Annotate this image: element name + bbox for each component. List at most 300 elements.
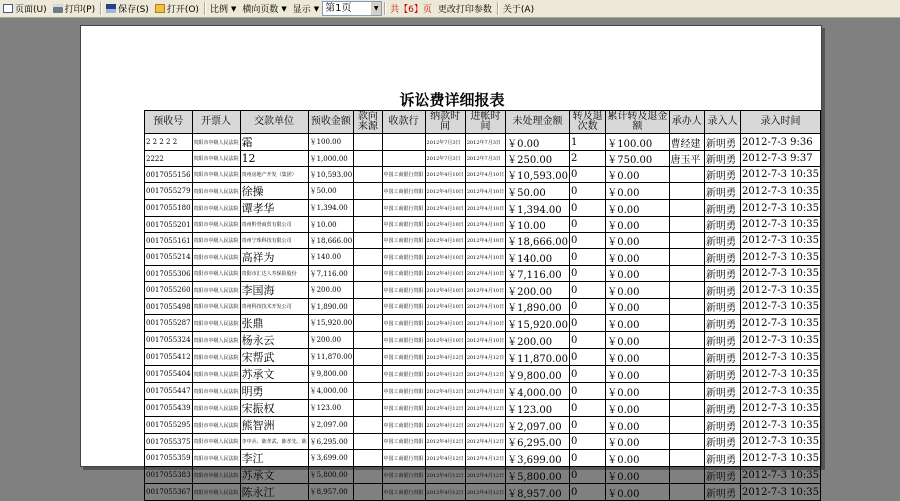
table-cell: 苏承文 bbox=[240, 366, 308, 383]
table-cell bbox=[669, 366, 704, 383]
table-cell: ￥0.00 bbox=[606, 484, 669, 501]
table-cell: ￥0.00 bbox=[606, 217, 669, 233]
table-cell: 中国工商银行贵阳 bbox=[382, 167, 425, 183]
table-cell: 2012年4月10日 bbox=[465, 332, 505, 349]
table-cell bbox=[669, 266, 704, 282]
print-preview-page bbox=[80, 25, 822, 500]
table-cell bbox=[669, 217, 704, 233]
toolbar-separator bbox=[384, 2, 385, 15]
table-cell: 2012-7-3 10:35 bbox=[741, 484, 821, 501]
table-cell: 贵阳市中级人民法院 bbox=[192, 151, 240, 167]
ratio-dropdown[interactable] bbox=[207, 1, 239, 17]
table-cell: 2012年7月3日 bbox=[465, 134, 505, 151]
report-title: 诉讼费详细报表 bbox=[399, 91, 505, 109]
table-cell bbox=[354, 417, 382, 434]
table-cell bbox=[354, 366, 382, 383]
table-cell: 0 bbox=[570, 282, 606, 299]
table-cell: ￥2,097.00 bbox=[506, 417, 570, 434]
table-row bbox=[145, 434, 821, 450]
table-cell: ￥123.00 bbox=[308, 400, 354, 417]
column-header: 承办人 bbox=[669, 111, 704, 134]
table-cell: 2012年4月10日 bbox=[425, 217, 465, 233]
table-cell bbox=[354, 315, 382, 332]
table-cell: ￥15,920.00 bbox=[506, 315, 570, 332]
table-cell: 新明勇 bbox=[704, 183, 740, 200]
table-row bbox=[145, 134, 821, 151]
horizontal-pages-label: 横向页数 bbox=[242, 5, 279, 15]
table-cell: 贵阳市中级人民法院 bbox=[192, 249, 240, 266]
table-cell bbox=[354, 151, 382, 167]
table-cell: 中国工商银行贵阳 bbox=[382, 282, 425, 299]
table-cell: 2012年7月3日 bbox=[425, 151, 465, 167]
table-row bbox=[145, 249, 821, 266]
table-cell: ￥6,295.00 bbox=[308, 434, 354, 450]
table-cell: ￥0.00 bbox=[606, 167, 669, 183]
table-cell: 2012年4月12日 bbox=[425, 484, 465, 501]
table-cell: ￥750.00 bbox=[606, 151, 669, 167]
table-cell: 2012年4月12日 bbox=[465, 467, 505, 484]
table-cell: 1 bbox=[570, 134, 606, 151]
table-cell: 贵州科技技术开发公司 bbox=[240, 299, 308, 315]
table-cell: 0017055214 bbox=[145, 249, 193, 266]
table-cell: ￥5,800.00 bbox=[308, 467, 354, 484]
table-cell: 贵阳市中级人民法院 bbox=[192, 315, 240, 332]
table-cell: 中国工商银行贵阳 bbox=[382, 349, 425, 366]
table-cell bbox=[669, 383, 704, 400]
table-cell: 谭孝华 bbox=[240, 200, 308, 217]
table-cell: 2012年4月10日 bbox=[425, 200, 465, 217]
table-cell: ￥1,394.00 bbox=[506, 200, 570, 217]
table-cell: 贵阳市中级人民法院 bbox=[192, 233, 240, 249]
table-cell: ￥50.00 bbox=[506, 183, 570, 200]
table-cell bbox=[354, 167, 382, 183]
table-cell: ￥0.00 bbox=[606, 249, 669, 266]
table-cell: 2 2 2 2 2 bbox=[145, 134, 193, 151]
about-label: 关于(A) bbox=[502, 5, 535, 15]
table-cell: ￥0.00 bbox=[606, 417, 669, 434]
table-cell: ￥100.00 bbox=[606, 134, 669, 151]
about-button[interactable] bbox=[500, 1, 537, 17]
toolbar-separator bbox=[497, 2, 498, 15]
table-cell: ￥1,000.00 bbox=[308, 151, 354, 167]
table-cell: 贵阳市中级人民法院 bbox=[192, 484, 240, 501]
table-cell: 2012年4月12日 bbox=[425, 417, 465, 434]
table-cell: 0017055201 bbox=[145, 217, 193, 233]
table-cell bbox=[354, 349, 382, 366]
table-row bbox=[145, 200, 821, 217]
column-header: 录入时间 bbox=[741, 111, 821, 134]
table-cell: 12 bbox=[240, 151, 308, 167]
table-cell: 贵阳市中级人民法院 bbox=[192, 349, 240, 366]
table-row bbox=[145, 484, 821, 501]
table-cell: 新明勇 bbox=[704, 434, 740, 450]
table-cell bbox=[354, 134, 382, 151]
table-cell: 0 bbox=[570, 167, 606, 183]
table-cell: 新明勇 bbox=[704, 217, 740, 233]
table-cell: ￥2,097.00 bbox=[308, 417, 354, 434]
table-cell: ￥3,699.00 bbox=[308, 450, 354, 467]
table-cell: 贵阳市中级人民法院 bbox=[192, 383, 240, 400]
table-cell: 贵阳市中级人民法院 bbox=[192, 217, 240, 233]
table-cell: 0017055306 bbox=[145, 266, 193, 282]
table-cell bbox=[354, 467, 382, 484]
change-print-params-button[interactable] bbox=[435, 1, 495, 17]
table-cell bbox=[354, 400, 382, 417]
table-cell: 2012-7-3 10:35 bbox=[741, 383, 821, 400]
table-cell: 新明勇 bbox=[704, 249, 740, 266]
table-cell: 贵阳市中级人民法院 bbox=[192, 366, 240, 383]
print-label: 打印(P) bbox=[64, 5, 96, 15]
open-button[interactable] bbox=[152, 1, 202, 17]
table-cell: 新明勇 bbox=[704, 266, 740, 282]
table-row bbox=[145, 151, 821, 167]
table-cell bbox=[669, 467, 704, 484]
table-cell: 苏承文 bbox=[240, 467, 308, 484]
table-cell: 0017055367 bbox=[145, 484, 193, 501]
table-cell: 2012年4月12日 bbox=[465, 400, 505, 417]
table-cell: 新明勇 bbox=[704, 299, 740, 315]
table-cell: 2012-7-3 10:35 bbox=[741, 450, 821, 467]
table-cell: 中国工商银行贵阳 bbox=[382, 233, 425, 249]
table-row bbox=[145, 383, 821, 400]
table-cell: ￥0.00 bbox=[506, 134, 570, 151]
table-cell: 2012-7-3 10:35 bbox=[741, 417, 821, 434]
table-cell: 中国工商银行贵阳 bbox=[382, 484, 425, 501]
table-cell: 中国工商银行贵阳 bbox=[382, 217, 425, 233]
table-cell: 0 bbox=[570, 200, 606, 217]
table-cell: 新明勇 bbox=[704, 315, 740, 332]
table-cell: 2012-7-3 10:35 bbox=[741, 183, 821, 200]
table-cell bbox=[354, 299, 382, 315]
table-cell bbox=[354, 383, 382, 400]
open-label: 打开(O) bbox=[166, 5, 199, 15]
table-cell: 贵阳市中级人民法院 bbox=[192, 400, 240, 417]
table-cell: 0 bbox=[570, 366, 606, 383]
table-cell: 0017055412 bbox=[145, 349, 193, 366]
table-cell: 0 bbox=[570, 400, 606, 417]
table-cell: ￥5,800.00 bbox=[506, 467, 570, 484]
printer-icon bbox=[53, 4, 63, 13]
table-cell: 2012年4月12日 bbox=[425, 349, 465, 366]
table-cell: 宋振权 bbox=[240, 400, 308, 417]
floppy-icon bbox=[106, 4, 116, 13]
table-cell: 新明勇 bbox=[704, 450, 740, 467]
table-cell: 2012年4月10日 bbox=[465, 233, 505, 249]
table-cell: ￥0.00 bbox=[606, 349, 669, 366]
table-cell: 2012-7-3 10:35 bbox=[741, 233, 821, 249]
table-cell: 2012年4月12日 bbox=[425, 434, 465, 450]
table-cell: 2012年4月10日 bbox=[465, 183, 505, 200]
page-select[interactable] bbox=[322, 1, 382, 16]
table-cell bbox=[669, 400, 704, 417]
print-button[interactable] bbox=[50, 1, 98, 17]
table-row bbox=[145, 349, 821, 366]
table-cell: 2012年4月12日 bbox=[465, 417, 505, 434]
table-cell: 2012年4月10日 bbox=[465, 266, 505, 282]
toolbar-separator bbox=[204, 2, 205, 15]
table-cell bbox=[669, 349, 704, 366]
ratio-label: 比例 bbox=[209, 5, 228, 15]
table-cell: 中国工商银行贵阳 bbox=[382, 315, 425, 332]
change-print-params-label: 更改打印参数 bbox=[437, 5, 492, 15]
table-cell: ￥7,116.00 bbox=[308, 266, 354, 282]
table-row bbox=[145, 467, 821, 484]
column-header: 录入人 bbox=[704, 111, 740, 134]
table-cell: 中国工商银行贵阳 bbox=[382, 434, 425, 450]
table-cell: 2012年4月12日 bbox=[425, 467, 465, 484]
table-cell: 中国工商银行贵阳 bbox=[382, 467, 425, 484]
page-menu-label: 页面(U) bbox=[15, 5, 47, 15]
table-cell: 新明勇 bbox=[704, 383, 740, 400]
table-cell: ￥200.00 bbox=[308, 332, 354, 349]
table-cell: 0017055287 bbox=[145, 315, 193, 332]
table-cell: 中国工商银行贵阳 bbox=[382, 400, 425, 417]
table-cell bbox=[354, 200, 382, 217]
table-cell: 中国工商银行贵阳 bbox=[382, 366, 425, 383]
table-cell: 0 bbox=[570, 233, 606, 249]
table-cell: 新明勇 bbox=[704, 233, 740, 249]
table-cell bbox=[382, 151, 425, 167]
table-cell: ￥200.00 bbox=[506, 282, 570, 299]
table-cell: ￥1,394.00 bbox=[308, 200, 354, 217]
table-cell: 0 bbox=[570, 383, 606, 400]
display-dropdown[interactable] bbox=[290, 1, 322, 17]
table-cell bbox=[354, 332, 382, 349]
table-cell: 熊智洲 bbox=[240, 417, 308, 434]
chevron-down-icon: ▼ bbox=[281, 4, 287, 13]
table-cell: 2012年4月10日 bbox=[425, 332, 465, 349]
table-cell: 2012年4月10日 bbox=[465, 315, 505, 332]
table-cell bbox=[669, 183, 704, 200]
table-cell: ￥1,890.00 bbox=[308, 299, 354, 315]
table-cell: 中国工商银行贵阳 bbox=[382, 332, 425, 349]
column-header: 开票人 bbox=[192, 111, 240, 134]
table-cell: 0 bbox=[570, 417, 606, 434]
table-cell: ￥18,666.00 bbox=[308, 233, 354, 249]
table-cell: ￥0.00 bbox=[606, 467, 669, 484]
table-cell: 2012年4月12日 bbox=[465, 484, 505, 501]
table-cell: 贵阳市中级人民法院 bbox=[192, 183, 240, 200]
table-cell bbox=[669, 417, 704, 434]
table-cell: 2012年4月10日 bbox=[465, 249, 505, 266]
table-cell: 0017055295 bbox=[145, 417, 193, 434]
table-cell bbox=[354, 282, 382, 299]
table-cell: 中国工商银行贵阳 bbox=[382, 383, 425, 400]
table-cell: 李国海 bbox=[240, 282, 308, 299]
table-cell: 李江 bbox=[240, 450, 308, 467]
table-cell: 新明勇 bbox=[704, 200, 740, 217]
table-cell: ￥10,593.00 bbox=[506, 167, 570, 183]
table-cell: 新明勇 bbox=[704, 467, 740, 484]
table-cell: 0 bbox=[570, 434, 606, 450]
table-row bbox=[145, 315, 821, 332]
table-cell: 0 bbox=[570, 450, 606, 467]
table-cell: 0 bbox=[570, 349, 606, 366]
table-cell bbox=[669, 315, 704, 332]
table-cell: 陈永江 bbox=[240, 484, 308, 501]
table-cell: 0 bbox=[570, 266, 606, 282]
table-cell: 中国工商银行贵阳 bbox=[382, 200, 425, 217]
column-header: 纳款时间 bbox=[425, 111, 465, 134]
save-label: 保存(S) bbox=[118, 5, 149, 15]
table-cell bbox=[669, 299, 704, 315]
save-button[interactable] bbox=[103, 1, 152, 17]
table-cell: 2012-7-3 10:35 bbox=[741, 366, 821, 383]
table-cell: 2012年4月12日 bbox=[425, 383, 465, 400]
table-cell: 2012-7-3 9:37 bbox=[741, 151, 821, 167]
table-row bbox=[145, 233, 821, 249]
table-cell: 新明勇 bbox=[704, 349, 740, 366]
table-cell: 高祥为 bbox=[240, 249, 308, 266]
table-cell: 0 bbox=[570, 332, 606, 349]
column-header: 预收金额 bbox=[308, 111, 354, 134]
table-cell: 2012-7-3 10:35 bbox=[741, 217, 821, 233]
table-cell: 贵州黔誉商贸有限公司 bbox=[240, 217, 308, 233]
table-cell: 2012年4月10日 bbox=[425, 233, 465, 249]
column-header: 进帐时间 bbox=[465, 111, 505, 134]
table-row bbox=[145, 183, 821, 200]
table-cell: 0017055498 bbox=[145, 299, 193, 315]
table-cell bbox=[669, 200, 704, 217]
table-cell: 0017055161 bbox=[145, 233, 193, 249]
table-cell bbox=[354, 434, 382, 450]
table-cell: ￥10.00 bbox=[308, 217, 354, 233]
column-header: 未处理金额 bbox=[506, 111, 570, 134]
table-cell: ￥140.00 bbox=[506, 249, 570, 266]
table-cell: 2012年4月10日 bbox=[465, 217, 505, 233]
table-cell: ￥100.00 bbox=[308, 134, 354, 151]
table-cell bbox=[669, 484, 704, 501]
table-cell bbox=[669, 167, 704, 183]
table-cell: ￥18,666.00 bbox=[506, 233, 570, 249]
table-row bbox=[145, 217, 821, 233]
table-cell: 李中兵、陈孝武、陈孝先、陈 bbox=[240, 434, 308, 450]
table-cell: 贵阳市中级人民法院 bbox=[192, 134, 240, 151]
chevron-down-icon: ▼ bbox=[313, 4, 320, 13]
table-row bbox=[145, 299, 821, 315]
column-header: 预收号 bbox=[145, 111, 193, 134]
table-cell: ￥200.00 bbox=[506, 332, 570, 349]
table-cell: 2012-7-3 10:35 bbox=[741, 282, 821, 299]
table-cell bbox=[354, 249, 382, 266]
table-cell: ￥0.00 bbox=[606, 266, 669, 282]
table-cell: 杨永云 bbox=[240, 332, 308, 349]
table-cell: ￥250.00 bbox=[506, 151, 570, 167]
table-cell: ￥0.00 bbox=[606, 332, 669, 349]
table-cell: 0 bbox=[570, 249, 606, 266]
table-cell: 2012-7-3 10:35 bbox=[741, 299, 821, 315]
table-cell: 2012年4月10日 bbox=[465, 167, 505, 183]
table-cell: 2012-7-3 10:35 bbox=[741, 200, 821, 217]
table-cell: ￥0.00 bbox=[606, 282, 669, 299]
table-cell: ￥9,800.00 bbox=[308, 366, 354, 383]
table-cell: 2012年4月10日 bbox=[465, 299, 505, 315]
table-cell: 张鼎 bbox=[240, 315, 308, 332]
table-cell: 2012年4月10日 bbox=[425, 183, 465, 200]
table-cell: ￥0.00 bbox=[606, 200, 669, 217]
table-cell: 0017055359 bbox=[145, 450, 193, 467]
total-pages-label: 共【6】页 bbox=[390, 5, 432, 15]
table-cell: 2012年4月12日 bbox=[465, 349, 505, 366]
table-cell: 2012年4月10日 bbox=[465, 282, 505, 299]
table-cell: 2012年4月12日 bbox=[425, 400, 465, 417]
table-cell: 2012-7-3 10:35 bbox=[741, 349, 821, 366]
table-cell: 2012年4月10日 bbox=[425, 299, 465, 315]
table-cell: ￥140.00 bbox=[308, 249, 354, 266]
table-cell: 贵阳市中级人民法院 bbox=[192, 434, 240, 450]
table-cell: 新明勇 bbox=[704, 366, 740, 383]
table-cell: 0017055279 bbox=[145, 183, 193, 200]
table-cell: ￥3,699.00 bbox=[506, 450, 570, 467]
table-cell: 0 bbox=[570, 467, 606, 484]
table-cell: 0017055447 bbox=[145, 383, 193, 400]
table-cell: 2012年4月12日 bbox=[425, 450, 465, 467]
table-cell: 贵阳市中级人民法院 bbox=[192, 332, 240, 349]
table-cell: 贵州房地产开发（集团） bbox=[240, 167, 308, 183]
table-cell: 2012年4月10日 bbox=[425, 266, 465, 282]
table-cell bbox=[669, 332, 704, 349]
table-cell: 2012-7-3 10:35 bbox=[741, 434, 821, 450]
table-cell: ￥4,000.00 bbox=[308, 383, 354, 400]
table-cell: 新明勇 bbox=[704, 484, 740, 501]
table-cell: 2012年4月10日 bbox=[425, 282, 465, 299]
folder-icon bbox=[155, 4, 165, 13]
table-cell: 2012年7月3日 bbox=[425, 134, 465, 151]
table-row bbox=[145, 366, 821, 383]
table-cell: 2012-7-3 10:35 bbox=[741, 167, 821, 183]
table-cell: 0017055404 bbox=[145, 366, 193, 383]
table-cell: 0 bbox=[570, 315, 606, 332]
table-cell: 0017055156 bbox=[145, 167, 193, 183]
table-cell: ￥123.00 bbox=[506, 400, 570, 417]
table-cell: 霜 bbox=[240, 134, 308, 151]
table-cell: 中国工商银行贵阳 bbox=[382, 183, 425, 200]
table-cell: 2012-7-3 10:35 bbox=[741, 400, 821, 417]
table-cell: 0017055375 bbox=[145, 434, 193, 450]
table-cell: 贵阳市中级人民法院 bbox=[192, 450, 240, 467]
table-cell: 贵阳市中级人民法院 bbox=[192, 200, 240, 217]
table-cell: ￥11,870.00 bbox=[506, 349, 570, 366]
table-cell: 中国工商银行贵阳 bbox=[382, 450, 425, 467]
table-cell: ￥200.00 bbox=[308, 282, 354, 299]
table-cell: ￥0.00 bbox=[606, 315, 669, 332]
table-row bbox=[145, 417, 821, 434]
page-menu-button[interactable] bbox=[0, 1, 50, 17]
table-cell: 2012年4月10日 bbox=[465, 200, 505, 217]
chevron-down-icon[interactable]: ▼ bbox=[371, 2, 381, 15]
table-cell: 2012年4月10日 bbox=[425, 167, 465, 183]
table-cell: 徐操 bbox=[240, 183, 308, 200]
table-cell bbox=[669, 233, 704, 249]
table-cell: 贵阳市中级人民法院 bbox=[192, 266, 240, 282]
table-cell bbox=[382, 134, 425, 151]
table-cell: ￥1,890.00 bbox=[506, 299, 570, 315]
table-cell: ￥8,957.00 bbox=[308, 484, 354, 501]
table-cell: 0017055324 bbox=[145, 332, 193, 349]
report-table bbox=[144, 110, 821, 501]
table-cell: ￥11,870.00 bbox=[308, 349, 354, 366]
horizontal-pages-dropdown[interactable] bbox=[239, 1, 289, 17]
table-cell: ￥6,295.00 bbox=[506, 434, 570, 450]
table-cell: ￥0.00 bbox=[606, 299, 669, 315]
table-cell: 新明勇 bbox=[704, 332, 740, 349]
table-cell: 0 bbox=[570, 183, 606, 200]
table-cell: 2012年4月10日 bbox=[425, 315, 465, 332]
table-cell: 2012年4月12日 bbox=[465, 434, 505, 450]
column-header: 交款单位 bbox=[240, 111, 308, 134]
table-cell: 2012年4月12日 bbox=[425, 366, 465, 383]
table-cell bbox=[354, 450, 382, 467]
